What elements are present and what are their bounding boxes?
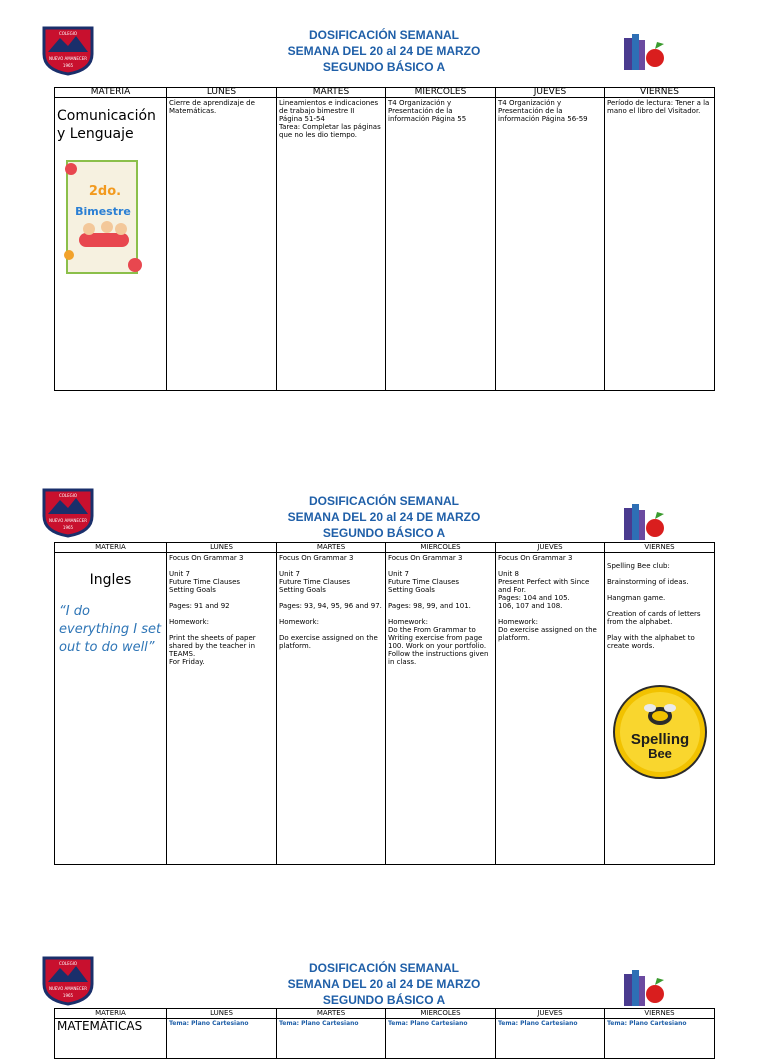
col-miercoles: MIERCOLES <box>386 1009 496 1019</box>
spelling-bee-badge <box>610 682 710 782</box>
subject-name: Comunicación y Lenguaje <box>57 108 156 142</box>
cell-miercoles: T4 Organización y Presentación de la información Página 55 <box>386 98 496 391</box>
table-row <box>55 1019 715 1059</box>
schedule-table-matematicas <box>54 1008 715 1059</box>
cell-lunes: Cierre de aprendizaje de Matemáticas. <box>167 98 277 391</box>
cell-jueves: Tema: Plano Cartesiano <box>496 1019 605 1059</box>
books-apple-icon <box>622 28 668 72</box>
logo-text-top: COLEGIO <box>58 961 78 966</box>
cell-lunes: Focus On Grammar 3 Unit 7 Future Time Clauses Setting Goals Pages: 91 and 92 Homework: Print the sheets of paper shared by the teacher in TEAMS. For Friday. <box>167 553 277 865</box>
col-jueves: JUEVES <box>496 543 605 553</box>
col-martes: MARTES <box>277 88 386 98</box>
badge-2do: 2do. <box>88 184 122 199</box>
title-line-1: DOSIFICACIÓN SEMANAL <box>309 961 459 975</box>
bimestre-badge-image <box>57 155 147 285</box>
subject-name: Ingles <box>89 572 132 588</box>
cell-viernes: Tema: Plano Cartesiano <box>605 1019 715 1059</box>
col-miercoles: MIERCOLES <box>386 88 496 98</box>
books-apple-icon <box>622 964 668 1008</box>
logo-text-top: COLEGIO <box>58 493 78 498</box>
col-materia: MATERIA <box>55 543 167 553</box>
col-materia: MATERIA <box>55 1009 167 1019</box>
viernes-text: Spelling Bee club: Brainstorming of ideas. Hangman game. Creation of cards of letters from the alphabet. Play with the alphabet to create words. <box>607 562 701 650</box>
schedule-table-ingles <box>54 542 715 865</box>
title-line-3: SEGUNDO BÁSICO A <box>322 993 446 1007</box>
schedule-table-comunicacion <box>54 87 715 391</box>
cell-martes: Tema: Plano Cartesiano <box>277 1019 386 1059</box>
cell-viernes <box>605 553 715 865</box>
subject-name: MATEMÁTICAS <box>57 1019 143 1033</box>
cell-viernes: Período de lectura: Tener a la mano el libro del Visitador. <box>605 98 715 391</box>
logo-text-year: 1965 <box>62 525 74 530</box>
col-lunes: LUNES <box>167 88 277 98</box>
table-row <box>55 98 715 391</box>
col-viernes: VIERNES <box>605 88 715 98</box>
cell-miercoles: Tema: Plano Cartesiano <box>386 1019 496 1059</box>
col-miercoles: MIERCOLES <box>386 543 496 553</box>
logo-text-year: 1965 <box>62 63 74 68</box>
title-line-2: SEMANA DEL 20 al 24 DE MARZO <box>287 44 481 58</box>
title-line-1: DOSIFICACIÓN SEMANAL <box>309 28 459 42</box>
title-line-2: SEMANA DEL 20 al 24 DE MARZO <box>287 510 481 524</box>
motto-quote: “I do everything I set out to do well” <box>59 604 162 655</box>
title-line-3: SEGUNDO BÁSICO A <box>322 60 446 74</box>
logo-text-mid: NUEVO AMANECER <box>48 56 88 61</box>
badge-spelling: Spelling <box>630 731 689 748</box>
badge-bimestre: Bimestre <box>75 205 131 218</box>
cell-martes: Lineamientos e indicaciones de trabajo bimestre II Página 51-54 Tarea: Completar las páginas que no les dio tiempo. <box>277 98 386 391</box>
logo-text-mid: NUEVO AMANECER <box>48 986 88 991</box>
cell-martes: Focus On Grammar 3 Unit 7 Future Time Clauses Setting Goals Pages: 93, 94, 95, 96 and 97. Homework: Do exercise assigned on the platform. <box>277 553 386 865</box>
col-materia: MATERIA <box>55 88 167 98</box>
title-line-3: SEGUNDO BÁSICO A <box>322 526 446 540</box>
logo-text-top: COLEGIO <box>58 31 78 36</box>
logo-text-year: 1965 <box>62 993 74 998</box>
col-jueves: JUEVES <box>496 88 605 98</box>
cell-miercoles: Focus On Grammar 3 Unit 7 Future Time Clauses Setting Goals Pages: 98, 99, and 101. Homework: Do the From Grammar to Writing exercise from page 100. Work on your portfolio. Follow the instructions given in class. <box>386 553 496 865</box>
table-header-row <box>55 1009 715 1019</box>
col-viernes: VIERNES <box>605 543 715 553</box>
logo-text-mid: NUEVO AMANECER <box>48 518 88 523</box>
subject-cell <box>55 553 167 865</box>
col-viernes: VIERNES <box>605 1009 715 1019</box>
books-apple-icon <box>622 498 668 542</box>
subject-cell <box>55 1019 167 1059</box>
subject-cell <box>55 98 167 391</box>
title-line-2: SEMANA DEL 20 al 24 DE MARZO <box>287 977 481 991</box>
badge-bee: Bee <box>647 746 672 761</box>
cell-jueves: T4 Organización y Presentación de la información Página 56-59 <box>496 98 605 391</box>
table-row <box>55 553 715 865</box>
table-header-row <box>55 543 715 553</box>
col-martes: MARTES <box>277 1009 386 1019</box>
col-jueves: JUEVES <box>496 1009 605 1019</box>
col-lunes: LUNES <box>167 543 277 553</box>
title-line-1: DOSIFICACIÓN SEMANAL <box>309 494 459 508</box>
col-martes: MARTES <box>277 543 386 553</box>
table-header-row <box>55 88 715 98</box>
cell-lunes: Tema: Plano Cartesiano <box>167 1019 277 1059</box>
col-lunes: LUNES <box>167 1009 277 1019</box>
cell-jueves: Focus On Grammar 3 Unit 8 Present Perfect with Since and For. Pages: 104 and 105. 106, 107 and 108. Homework: Do exercise assigned on the platform. <box>496 553 605 865</box>
